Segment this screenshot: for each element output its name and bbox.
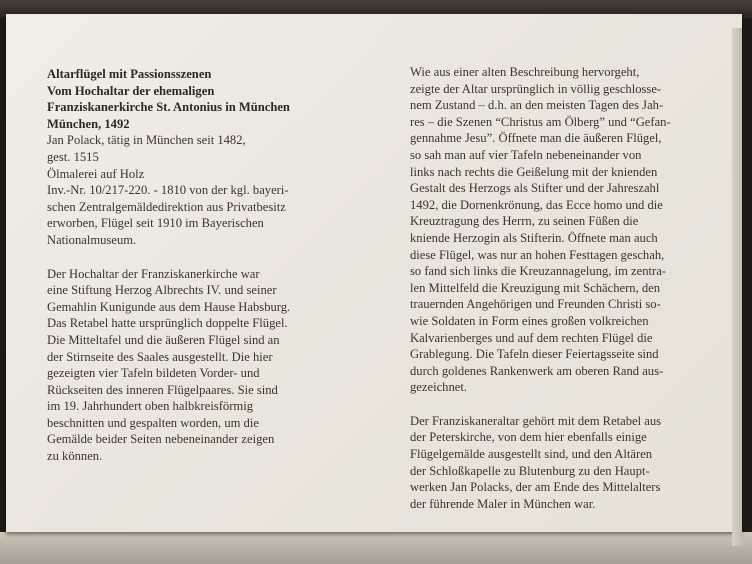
paragraph-line: Der Hochaltar der Franziskanerkirche war	[47, 266, 260, 281]
meta-line: Ölmalerei auf Holz	[47, 166, 145, 181]
paragraph-line: kniende Herzogin als Stifterin. Öffnete man auch	[410, 230, 658, 245]
paragraph-line: im 19. Jahrhundert oben halbkreisförmig	[47, 399, 254, 414]
title-line: Altarflügel mit Passionsszenen	[47, 67, 212, 81]
paragraph-line: gezeichnet.	[410, 380, 467, 395]
paragraph-line: beschnitten und gespalten worden, um die	[47, 415, 259, 430]
paragraph-line: der Stirnseite des Saales ausgestellt. Die hier	[47, 349, 273, 364]
meta-line: erworben, Flügel seit 1910 im Bayerischen	[47, 216, 264, 231]
paragraph-line: nem Zustand – d.h. an den meisten Tagen des Jah-	[410, 98, 664, 113]
paragraph-line: Wie aus einer alten Beschreibung hervorgeht,	[410, 65, 640, 79]
paragraph-line: so fand sich links die Kreuzannagelung, im zentra-	[410, 264, 666, 279]
paragraph-line: res – die Szenen “Christus am Ölberg” und “Gefan-	[410, 114, 671, 129]
title-line: Franziskanerkirche St. Antonius in München	[47, 100, 290, 115]
paragraph-line: gezeigten vier Tafeln bildeten Vorder- und	[47, 366, 260, 381]
paragraph-line: Die Mitteltafel und die äußeren Flügel sind an	[47, 332, 280, 347]
paragraph-gap	[47, 249, 367, 266]
paragraph-line: der Schloßkapelle zu Blutenburg zu den Haupt-	[410, 463, 650, 478]
meta-line: schen Zentralgemäldedirektion aus Privatbesitz	[47, 199, 286, 214]
paragraph-line: Das Retabel hatte ursprünglich doppelte Flügel.	[47, 316, 288, 331]
meta-line: gest. 1515	[47, 149, 99, 164]
paragraph-line: der führende Maler in München war.	[410, 496, 596, 511]
paragraph-line: Kalvarienberges und auf dem rechten Flügel die	[410, 330, 653, 345]
paragraph-line: Gemahlin Kunigunde aus dem Hause Habsburg.	[47, 299, 291, 314]
paragraph-line: Kreuztragung des Herrn, zu seinen Füßen die	[410, 214, 639, 229]
paragraph-line: eine Stiftung Herzog Albrechts IV. und seiner	[47, 283, 277, 298]
paragraph-line: Grablegung. Die Tafeln dieser Feiertagsseite sind	[410, 347, 659, 362]
meta-line: Jan Polack, tätig in München seit 1482,	[47, 133, 246, 148]
paragraph-line: wie Soldaten in Form eines großen volkreichen	[410, 313, 649, 328]
paragraph-line: so sah man auf vier Tafeln nebeneinander von	[410, 147, 642, 162]
paragraph-line: len Mittelfeld die Kreuzigung mit Schächern, den	[410, 280, 661, 295]
paragraph-line: Flügelgemälde ausgestellt sind, und den Altären	[410, 447, 653, 462]
meta-line: Inv.-Nr. 10/217-220. - 1810 von der kgl. bayeri-	[47, 183, 289, 198]
paragraph-line: Gemälde beider Seiten nebeneinander zeigen	[47, 432, 275, 447]
paragraph-line: diese Flügel, was nur an hohen Festtagen geschah,	[410, 247, 665, 262]
paragraph-line: werken Jan Polacks, der am Ende des Mittelalters	[410, 480, 661, 495]
paragraph-line: Rückseiten des inneren Flügelpaares. Sie sind	[47, 382, 278, 397]
paragraph-line: durch goldenes Rankenwerk am oberen Rand aus-	[410, 363, 664, 378]
paragraph-line: der Peterskirche, von dem hier ebenfalls einige	[410, 430, 647, 445]
title-line: München, 1492	[47, 116, 130, 131]
left-text-column	[47, 66, 367, 465]
paragraph-line: Der Franziskaneraltar gehört mit dem Retabel aus	[410, 413, 662, 428]
meta-line: Nationalmuseum.	[47, 232, 137, 247]
paragraph-line: Gestalt des Herzogs als Stifter und der Jahreszahl	[410, 181, 660, 196]
paragraph-gap	[410, 396, 736, 413]
paragraph-line: links nach rechts die Geißelung mit der knienden	[410, 164, 658, 179]
paragraph-line: zu können.	[47, 449, 103, 464]
placard-bottom-edge	[0, 532, 752, 564]
paragraph-line: 1492, die Dornenkrönung, das Ecce homo und die	[410, 197, 663, 212]
paragraph-line: zeigte der Altar ursprünglich in völlig geschlosse-	[410, 81, 662, 96]
right-text-column	[410, 64, 736, 512]
paragraph-line: gennahme Jesu”. Öffnete man die äußeren Flügel,	[410, 131, 662, 146]
paragraph-line: trauernden Angehörigen und Freunden Christi so-	[410, 297, 661, 312]
title-line: Vom Hochaltar der ehemaligen	[47, 83, 215, 98]
